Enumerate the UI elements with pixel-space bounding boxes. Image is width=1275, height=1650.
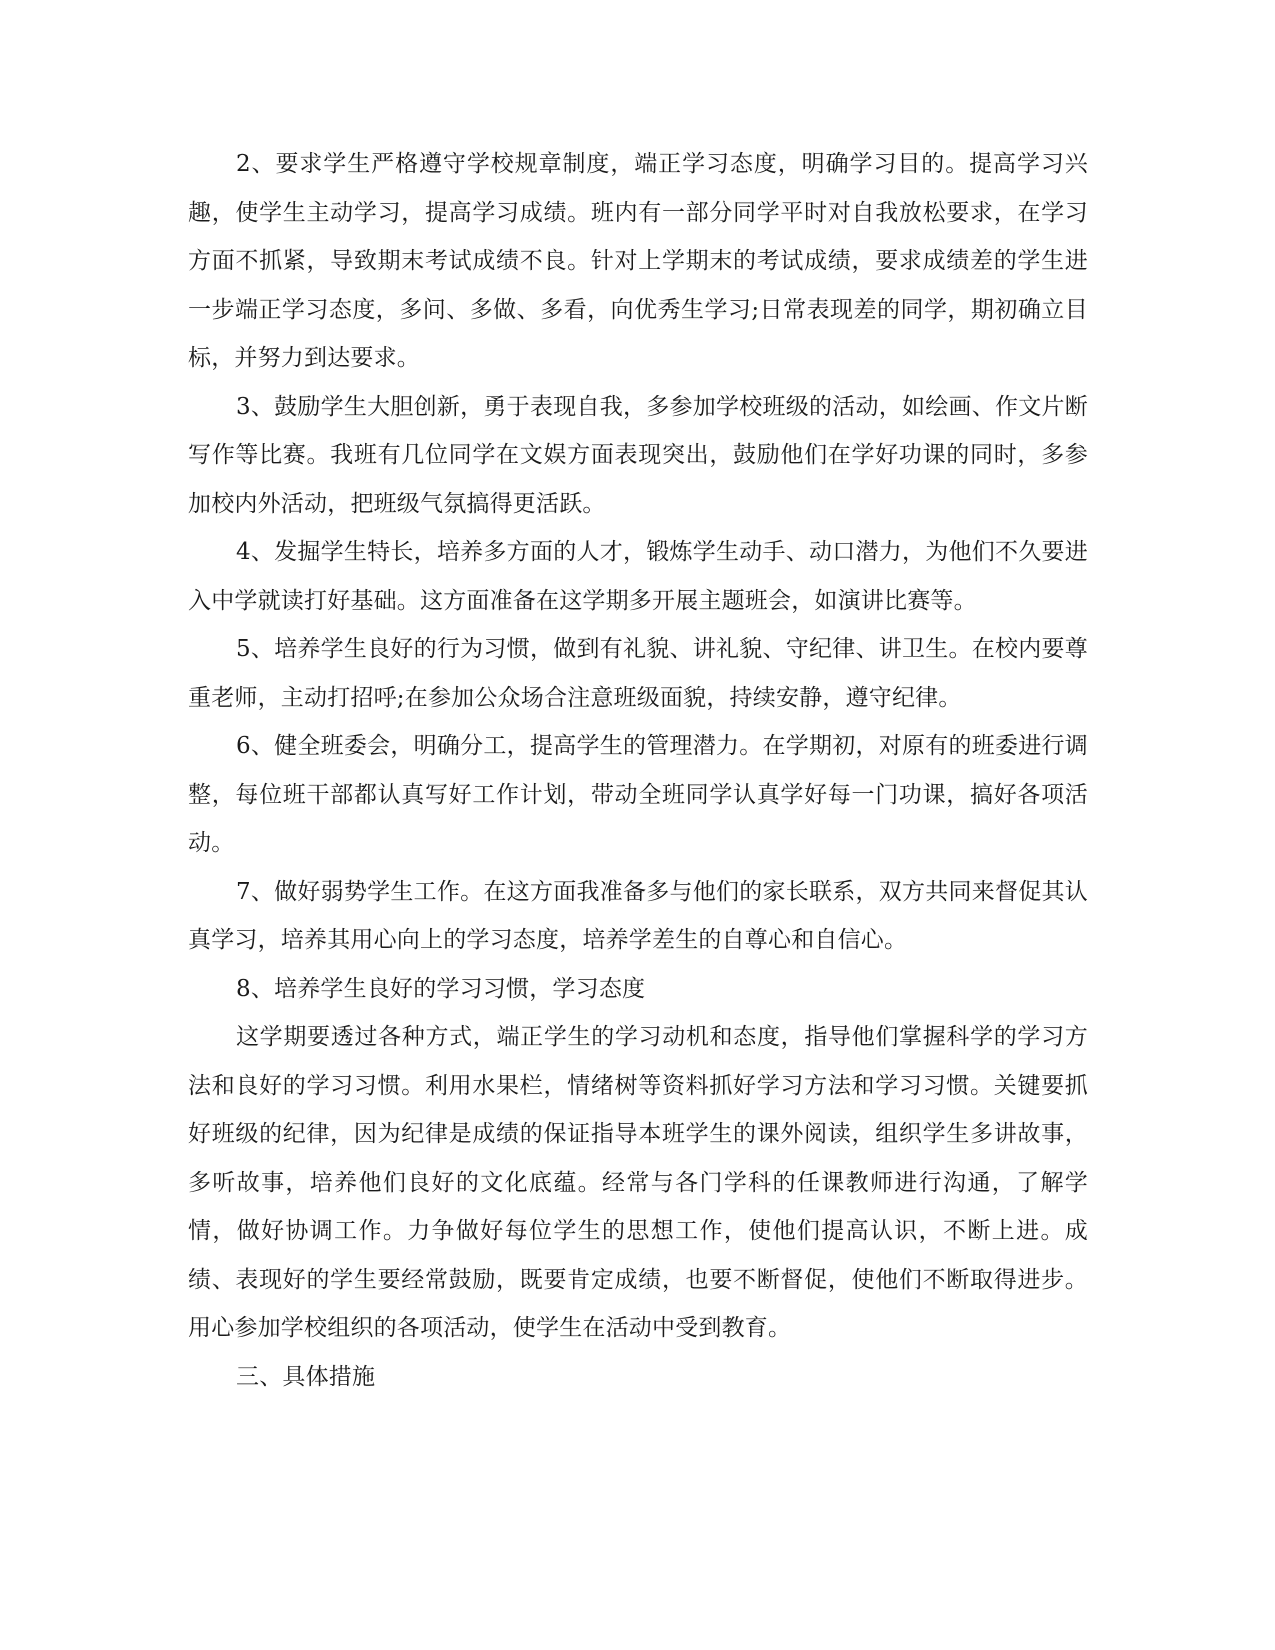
section-heading-specific-measures: 三、具体措施: [236, 1363, 376, 1390]
paragraph-item-3: 3、鼓励学生大胆创新，勇于表现自我，多参加学校班级的活动，如绘画、作文片断写作等比赛。我班有几位同学在文娱方面表现突出，鼓励他们在学好功课的同时，多参加校内外活动，把班级气氛搞得更活跃。: [188, 393, 1088, 517]
paragraph-item-6: 6、健全班委会，明确分工，提高学生的管理潜力。在学期初，对原有的班委进行调整，每位班干部都认真写好工作计划，带动全班同学认真学好每一门功课，搞好各项活动。: [188, 733, 1088, 856]
paragraph-item-2: 2、要求学生严格遵守学校规章制度，端正学习态度，明确学习目的。提高学习兴趣，使学生主动学习，提高学习成绩。班内有一部分同学平时对自我放松要求，在学习方面不抓紧，导致期末考试成绩不良。针对上学期末的考试成绩，要求成绩差的学生进一步端正学习态度，多问、多做、多看，向优秀生学习;日常表现差的同学，期初确立目标，并努力到达要求。: [188, 151, 1088, 371]
paragraph-item-8-heading: 8、培养学生良好的学习习惯，学习态度: [236, 975, 646, 1002]
paragraph-item-7: 7、做好弱势学生工作。在这方面我准备多与他们的家长联系，双方共同来督促其认真学习，培养其用心向上的学习态度，培养学差生的自尊心和自信心。: [188, 878, 1088, 953]
paragraph-item-8-body: 这学期要透过各种方式，端正学生的学习动机和态度，指导他们掌握科学的学习方法和良好的学习习惯。利用水果栏，情绪树等资料抓好学习方法和学习习惯。关键要抓好班级的纪律，因为纪律是成绩的保证指导本班学生的课外阅读，组织学生多讲故事，多听故事，培养他们良好的文化底蕴。经常与各门学科的任课教师进行沟通，了解学情，做好协调工作。力争做好每位学生的思想工作，使他们提高认识，不断上进。成绩、表现好的学生要经常鼓励，既要肯定成绩，也要不断督促，使他们不断取得进步。用心参加学校组织的各项活动，使学生在活动中受到教育。: [188, 1024, 1088, 1341]
paragraph-item-5: 5、培养学生良好的行为习惯，做到有礼貌、讲礼貌、守纪律、讲卫生。在校内要尊重老师，主动打招呼;在参加公众场合注意班级面貌，持续安静，遵守纪律。: [188, 636, 1088, 711]
document-body: [188, 140, 1088, 1401]
paragraph-item-4: 4、发掘学生特长，培养多方面的人才，锻炼学生动手、动口潜力，为他们不久要进入中学就读打好基础。这方面准备在这学期多开展主题班会，如演讲比赛等。: [188, 539, 1088, 614]
